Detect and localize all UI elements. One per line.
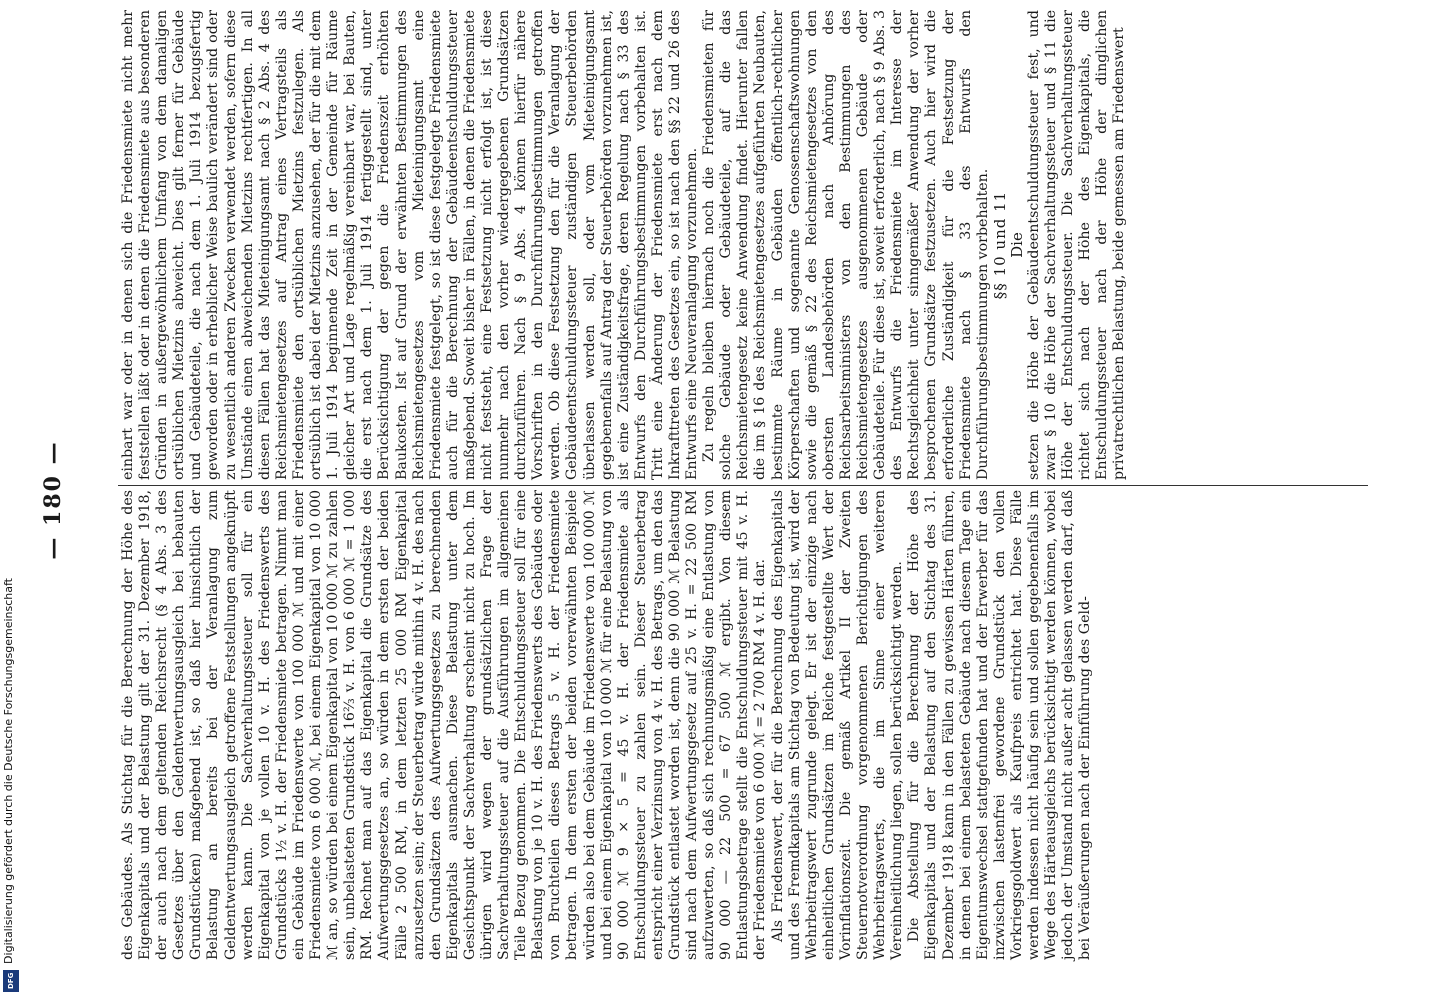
right-column — [120, 10, 1129, 480]
page-number: — 180 — — [40, 440, 66, 560]
paragraph: einbart war oder in denen sich die Friedensmiete nicht mehr feststellen läßt oder in denen die Friedensmiete aus besonderen Gründen in außergewöhnlichem Umfang von dem damaligen ortsüblichen Mietzins abweicht. Dies gilt ferner für Gebäude und Gebäudeteile, die nach dem 1. Juli 1914 bezugsfertig geworden oder in erheblicher Weise baulich verändert sind oder zu wesentlich anderen Zwecken verwendet werden, sofern diese Umstände einen abweichenden Mietzins rechtfertigen. In all diesen Fällen hat das Mieteinigungsamt nach § 2 Abs. 4 des Reichsmietengesetzes auf Antrag eines Vertragsteils als Friedensmiete den ortsüblichen Mietzins festzulegen. Als ortsüblich ist dabei der Mietzins anzusehen, der für die mit dem 1. Juli 1914 beginnende Zeit in der Gemeinde für Räume gleicher Art und Lage regelmäßig vereinbart war, bei Bauten, die erst nach dem 1. Juli 1914 fertiggestellt sind, unter Berücksichtigung der gegen die Friedenszeit erhöhten Baukosten. Ist auf Grund der erwähnten Bestimmungen des Reichsmietengesetzes vom Mieteinigungsamt eine Friedensmiete festgelegt, so ist diese festgelegte Friedensmiete auch für die Berechnung der Gebäudeentschuldungssteuer maßgebend. Soweit bisher in Fällen, in denen die Friedensmiete nicht feststeht, eine Festsetzung nicht erfolgt ist, ist diese nunmehr nach den vorher wiedergegebenen Grundsätzen durchzuführen. Nach § 9 Abs. 4 können hierfür nähere Vorschriften in den Durchführungsbestimmungen getroffen werden. Ob diese Festsetzung den für die Veranlagung der Gebäudeentschuldungssteuer zuständigen Steuerbehörden überlassen werden soll, oder vom Mieteinigungsamt gegebenenfalls auf Antrag der Steuerbehörden vorzunehmen ist, ist eine Zuständigkeitsfrage, deren Regelung nach § 33 des Entwurfs den Durchführungsbestimmungen vorbehalten ist. Tritt eine Änderung der Friedensmiete erst nach dem Inkrafttreten des Gesetzes ein, so ist nach den §§ 22 und 26 des Entwurfs eine Neuveranlagung vorzunehmen. — [120, 10, 701, 480]
section-subheading: Die — [1007, 232, 1026, 258]
left-column — [120, 490, 1094, 960]
paragraph: Zu regeln bleiben hiernach noch die Friedensmieten für solche Gebäude oder Gebäudeteile, auf die das Reichsmietengesetz keine Anwendung findet. Hierunter fallen die im § 16 des Reichsmietengesetzes aufgeführten Neubauten, bestimmte Räume in Gebäuden öffentlich-rechtlicher Körperschaften und sogenannte Genossenschaftswohnungen sowie die gemäß § 22 des Reichsmietengesetzes von den obersten Landesbehörden nach Anhörung des Reichsarbeitsministers von den Bestimmungen des Reichsmietengesetzes ausgenommenen Gebäude oder Gebäudeteile. Für diese ist, soweit erforderlich, nach § 9 Abs. 3 des Entwurfs die Friedensmiete im Interesse der Rechtsgleichheit unter sinngemäßer Anwendung der vorher besprochenen Grundsätze festzusetzen. Auch hier wird die erforderliche Zuständigkeit für die Festsetzung der Friedensmiete nach § 33 des Entwurfs den Durchführungsbestimmungen vorbehalten. — [701, 10, 991, 480]
footer-credit: Digitalisierung gefördert durch die Deutsche Forschungsgemeinschaft — [2, 578, 15, 964]
column-divider — [118, 485, 1368, 486]
paragraph: Als Friedenswert, der für die Berechnung des Eigenkapitals und des Fremdkapitals am Stichtag von Bedeutung ist, wird der Wehrbeitragswert zugrunde gelegt. Er ist der einzige nach einheitlichen Grundsätzen im Reiche festgestellte Wert der Vorinflationszeit. Die gemäß Artikel II der Zweiten Steuernotverordnung vorgenommenen Berichtigungen des Wehrbeitragswerts, die im Sinne einer weiteren Vereinheitlichung liegen, sollen berücksichtigt werden. — [769, 490, 906, 960]
paragraph: setzen die Höhe der Gebäudeentschuldungssteuer fest, und zwar § 10 die Höhe der Sachverhaltungssteuer und § 11 die Höhe der Entschuldungssteuer. Die Sachverhaltungssteuer richtet sich nach der Höhe des Eigenkapitals, die Entschuldungssteuer nach der Höhe der dinglichen privatrechtlichen Belastung, beide gemessen am Friedenswert — [1025, 10, 1128, 480]
section-heading: §§ 10 und 11 — [990, 190, 1009, 300]
paragraph: Die Abstellung für die Berechnung der Höhe des Eigenkapitals und der Belastung auf den Stichtag des 31. Dezember 1918 kann in den Fällen zu gewissen Härten führen, in denen bei einem belasteten Gebäude nach diesem Tage ein Eigentumswechsel stattgefunden hat und der Erwerber für das inzwischen lastenfrei gewordene Grundstück den vollen Vorkriegsgoldwert als Kaufpreis entrichtet hat. Diese Fälle werden indessen nicht häufig sein und sollen gegebenenfalls im Wege des Härteausgleichs berücksichtigt werden können, wobei jedoch der Umstand nicht außer acht gelassen werden darf, daß bei Veräußerungen nach der Einführung des Geld- — [906, 490, 1094, 960]
dfg-logo-icon: DFG — [3, 970, 19, 992]
digitization-footer — [0, 0, 22, 1000]
paragraph: des Gebäudes. Als Stichtag für die Berechnung der Höhe des Eigenkapitals und der Belastung gilt der 31. Dezember 1918, der auch nach dem geltenden Reichsrecht (§ 4 Abs. 3 des Gesetzes über den Geldentwertungsausgleich bei bebauten Grundstücken) maßgebend ist, so daß hier hinsichtlich der Belastung an bereits bei der Veranlagung zum Geldentwertungsausgleich getroffene Feststellungen angeknüpft werden kann. Die Sachverhaltungssteuer soll für ein Eigenkapital von je vollen 10 v. H. des Friedenswerts des Grundstücks 1½ v. H. der Friedensmiete betragen. Nimmt man ein Gebäude im Friedenswerte von 100 000 ℳ und mit einer Friedensmiete von 6 000 ℳ, bei einem Eigenkapital von 10 000 ℳ an, so würden bei einem Eigenkapital von 10 000 ℳ zu zahlen sein, unbelasteten Grundstück 16⅔ v. H. von 6 000 ℳ = 1 000 RM. Rechnet man auf das Eigenkapital die Grundsätze des Aufwertungsgesetzes an, so würden in dem ersten der beiden Fälle 2 500 RM, in dem letzten 25 000 RM Eigenkapital anzusetzen sein; der Steuerbetrag würde mithin 4 v. H. des nach den Grundsätzen des Aufwertungsgesetzes zu berechnenden Eigenkapitals ausmachen. Diese Belastung unter dem Gesichtspunkt der Sachverhaltung erscheint nicht zu hoch. Im übrigen wird wegen der grundsätzlichen Frage der Sachverhaltungssteuer auf die Ausführungen im allgemeinen Teile Bezug genommen. Die Entschuldungssteuer soll für eine Belastung von je 10 v. H. des Friedenswerts des Gebäudes oder von Bruchteilen dieses Betrags 5 v. H. der Friedensmiete betragen. In dem ersten der beiden vorerwähnten Beispiele würden also bei dem Gebäude im Friedenswerte von 100 000 ℳ und bei einem Eigenkapital von 10 000 ℳ für eine Belastung von 90 000 ℳ 9 × 5 = 45 v. H. der Friedensmiete als Entschuldungssteuer zu zahlen sein. Dieser Steuerbetrag entspricht einer Verzinsung von 4 v. H. des Betrags, um den das Grundstück entlastet worden ist, denn die 90 000 ℳ Belastung sind nach dem Aufwertungsgesetz auf 25 v. H. = 22 500 RM aufzuwerten, so daß sich rechnungsmäßig eine Entlastung von 90 000 — 22 500 = 67 500 ℳ ergibt. Von diesem Entlastungsbetrage stellt die Entschuldungssteuer mit 45 v. H. der Friedensmiete von 6 000 ℳ = 2 700 RM 4 v. H. dar. — [120, 490, 769, 960]
